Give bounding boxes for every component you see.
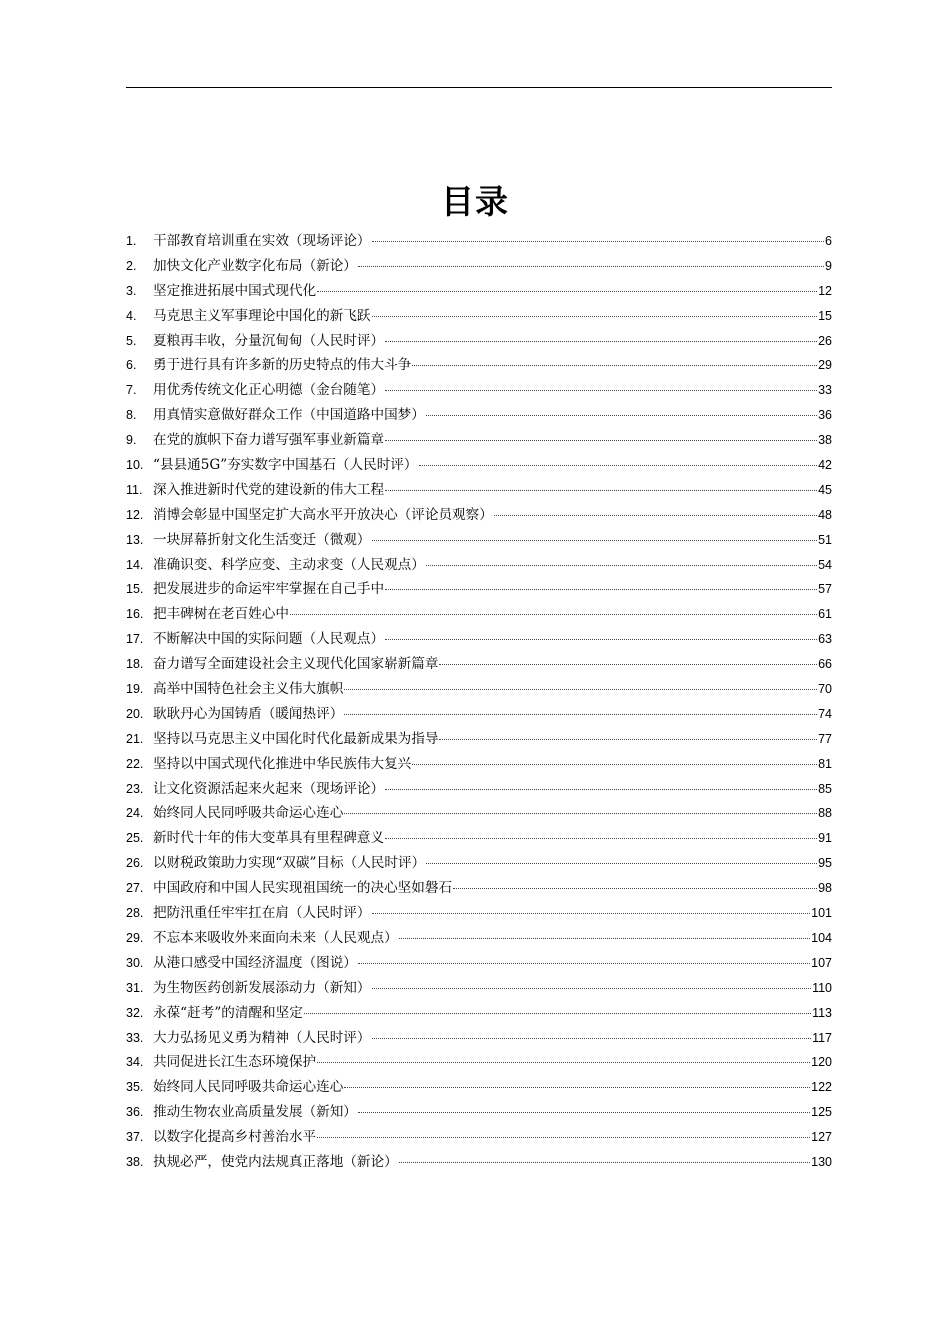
toc-entry[interactable] bbox=[126, 926, 832, 951]
toc-page-number[interactable]: 6 bbox=[825, 234, 832, 248]
toc-entry-title[interactable]: 耿耿丹心为国铸盾（暖闻热评） bbox=[153, 705, 344, 722]
toc-entry-number: 28. bbox=[126, 906, 144, 921]
toc-dot-leader bbox=[290, 614, 817, 615]
toc-entry[interactable] bbox=[126, 553, 832, 578]
toc-dot-leader bbox=[426, 863, 817, 864]
toc-entry[interactable] bbox=[126, 951, 832, 976]
toc-entry[interactable] bbox=[126, 901, 832, 926]
toc-dot-leader bbox=[344, 1087, 810, 1088]
toc-page-number[interactable]: 81 bbox=[818, 756, 832, 771]
toc-dot-leader bbox=[385, 390, 817, 391]
toc-entry[interactable] bbox=[126, 1001, 832, 1026]
toc-entry-title[interactable]: 从港口感受中国经济温度（图说） bbox=[153, 954, 357, 971]
toc-entry-title[interactable]: 奋力谱写全面建设社会主义现代化国家崭新篇章 bbox=[153, 656, 439, 673]
toc-entry-number: 13. bbox=[126, 532, 144, 547]
toc-entry-title[interactable]: 把丰碑树在老百姓心中 bbox=[153, 606, 289, 623]
toc-entry-number: 8. bbox=[126, 408, 137, 423]
toc-page-number[interactable]: 29 bbox=[818, 358, 832, 373]
toc-page-number[interactable]: 66 bbox=[818, 657, 832, 672]
toc-entry-number: 22. bbox=[126, 756, 144, 771]
toc-dot-leader bbox=[399, 938, 810, 939]
toc-page-number[interactable]: 122 bbox=[811, 1080, 832, 1095]
toc-entry-number: 24. bbox=[126, 806, 144, 821]
toc-dot-leader bbox=[385, 639, 817, 640]
toc-entry-title[interactable]: 勇于进行具有许多新的历史特点的伟大斗争 bbox=[153, 357, 412, 374]
toc-page-number[interactable]: 70 bbox=[818, 682, 832, 697]
toc-page-number[interactable]: 54 bbox=[818, 557, 832, 572]
toc-dot-leader bbox=[412, 365, 817, 366]
toc-page-number[interactable]: 51 bbox=[818, 532, 832, 547]
toc-page-number[interactable]: 107 bbox=[811, 955, 832, 970]
toc-dot-leader bbox=[317, 1062, 810, 1063]
toc-entry-number: 33. bbox=[126, 1030, 144, 1045]
toc-entry[interactable] bbox=[126, 428, 832, 453]
toc-entry-number: 23. bbox=[126, 781, 144, 796]
toc-entry-title[interactable]: 坚持以中国式现代化推进中华民族伟大复兴 bbox=[153, 755, 412, 772]
toc-dot-leader bbox=[385, 789, 817, 790]
toc-entry[interactable] bbox=[126, 801, 832, 826]
toc-dot-leader bbox=[372, 1038, 812, 1039]
toc-dot-leader bbox=[439, 664, 817, 665]
toc-entry[interactable] bbox=[126, 976, 832, 1001]
toc-page-number[interactable]: 104 bbox=[811, 930, 832, 945]
toc-page-number[interactable]: 98 bbox=[818, 881, 832, 896]
toc-entry-number: 37. bbox=[126, 1130, 144, 1145]
toc-entry-number: 26. bbox=[126, 856, 144, 871]
toc-entry-number: 17. bbox=[126, 632, 144, 647]
toc-entry-number: 16. bbox=[126, 607, 144, 622]
toc-page-number[interactable]: 88 bbox=[818, 806, 832, 821]
toc-entry-number: 6. bbox=[126, 358, 137, 373]
toc-page-number[interactable]: 36 bbox=[818, 408, 832, 423]
header-rule bbox=[126, 87, 832, 88]
toc-dot-leader bbox=[317, 1137, 810, 1138]
toc-dot-leader bbox=[439, 739, 817, 740]
toc-page-number[interactable]: 15 bbox=[818, 308, 832, 323]
toc-dot-leader bbox=[494, 515, 817, 516]
toc-entry[interactable] bbox=[126, 826, 832, 851]
toc-entry-number: 27. bbox=[126, 881, 144, 896]
toc-page-number[interactable]: 9 bbox=[825, 258, 832, 273]
toc-dot-leader bbox=[385, 341, 817, 342]
toc-dot-leader bbox=[372, 540, 818, 541]
toc-entry-title[interactable]: 把防汛重任牢牢扛在肩（人民时评） bbox=[153, 905, 371, 922]
toc-dot-leader bbox=[372, 241, 825, 242]
toc-entry-title[interactable]: 干部教育培训重在实效（现场评论） bbox=[153, 233, 371, 249]
toc-entry-title[interactable]: 马克思主义军事理论中国化的新飞跃 bbox=[153, 307, 371, 324]
toc-entry-title[interactable]: 不断解决中国的实际问题（人民观点） bbox=[153, 631, 385, 648]
toc-entry-number: 32. bbox=[126, 1005, 144, 1020]
toc-dot-leader bbox=[358, 963, 810, 964]
toc-page-number[interactable]: 85 bbox=[818, 781, 832, 796]
toc-entry-number: 7. bbox=[126, 383, 137, 398]
toc-dot-leader bbox=[317, 291, 817, 292]
toc-entry[interactable] bbox=[126, 1125, 832, 1150]
toc-page-number[interactable]: 63 bbox=[818, 632, 832, 647]
toc-entry-number: 2. bbox=[126, 258, 137, 273]
toc-page-number[interactable]: 42 bbox=[818, 458, 832, 473]
toc-dot-leader bbox=[372, 988, 812, 989]
toc-entry-number: 12. bbox=[126, 507, 144, 522]
toc-entry-title[interactable]: 以财税政策助力实现“双碳”目标（人民时评） bbox=[153, 855, 426, 872]
toc-page-number[interactable]: 74 bbox=[818, 706, 832, 721]
toc-entry-number: 34. bbox=[126, 1055, 144, 1070]
toc-entry-title[interactable]: 准确识变、科学应变、主动求变（人民观点） bbox=[153, 556, 425, 573]
toc-entry-number: 9. bbox=[126, 433, 137, 448]
toc-page-number[interactable]: 127 bbox=[811, 1130, 832, 1145]
toc-entry-title[interactable]: 高举中国特色社会主义伟大旗帜 bbox=[153, 681, 344, 698]
toc-entry-number: 38. bbox=[126, 1154, 144, 1169]
toc-page-number[interactable]: 26 bbox=[818, 333, 832, 348]
toc-dot-leader bbox=[344, 689, 817, 690]
toc-entry-number: 11. bbox=[126, 482, 143, 497]
toc-dot-leader bbox=[372, 316, 818, 317]
toc-entry-title[interactable]: 加快文化产业数字化布局（新论） bbox=[153, 257, 357, 274]
toc-entry-title[interactable]: 一块屏幕折射文化生活变迁（微观） bbox=[153, 531, 371, 548]
toc-page-number[interactable]: 91 bbox=[818, 831, 832, 846]
toc-entry[interactable] bbox=[126, 254, 832, 279]
toc-entry[interactable] bbox=[126, 627, 832, 652]
toc-entry[interactable] bbox=[126, 403, 832, 428]
toc-entry-number: 29. bbox=[126, 930, 144, 945]
toc-entry-title[interactable]: 始终同人民同呼吸共命运心连心 bbox=[153, 1079, 344, 1096]
toc-entry[interactable] bbox=[126, 652, 832, 677]
toc-entry-number: 31. bbox=[126, 980, 144, 995]
toc-dot-leader bbox=[358, 1112, 810, 1113]
toc-page-number[interactable]: 48 bbox=[818, 507, 832, 522]
toc-entry[interactable] bbox=[126, 1050, 832, 1075]
toc-entry-title[interactable]: 坚持以马克思主义中国化时代化最新成果为指导 bbox=[153, 730, 439, 747]
toc-entry-number: 25. bbox=[126, 831, 144, 846]
toc-entry[interactable] bbox=[126, 329, 832, 354]
toc-page-number[interactable]: 130 bbox=[811, 1154, 832, 1169]
toc-entry-title[interactable]: 推动生物农业高质量发展（新知） bbox=[153, 1104, 357, 1121]
toc-page-number[interactable]: 113 bbox=[812, 1005, 832, 1020]
toc-page-number[interactable]: 101 bbox=[811, 906, 832, 921]
toc-entry-number: 1. bbox=[126, 234, 137, 248]
toc-page-number[interactable]: 57 bbox=[818, 582, 832, 597]
toc-entry[interactable] bbox=[126, 378, 832, 403]
toc-entry[interactable] bbox=[126, 478, 832, 503]
toc-entry-title[interactable]: 坚定推进拓展中国式现代化 bbox=[153, 282, 317, 299]
toc-page-number[interactable]: 95 bbox=[818, 856, 832, 871]
toc-entry-title[interactable]: 执规必严，使党内法规真正落地（新论） bbox=[153, 1153, 398, 1170]
toc-page-number[interactable]: 38 bbox=[818, 433, 832, 448]
toc-entry-title[interactable]: “县县通5G”夯实数字中国基石（人民时评） bbox=[153, 457, 418, 474]
toc-entry-number: 4. bbox=[126, 308, 137, 323]
toc-entry[interactable] bbox=[126, 602, 832, 627]
toc-entry-number: 19. bbox=[126, 682, 144, 697]
toc-entry-title[interactable]: 夏粮再丰收，分量沉甸甸（人民时评） bbox=[153, 332, 385, 349]
toc-dot-leader bbox=[372, 913, 811, 914]
toc-entry[interactable] bbox=[126, 304, 832, 329]
toc-dot-leader bbox=[385, 440, 817, 441]
toc-entry-number: 3. bbox=[126, 283, 137, 298]
toc-entry-title[interactable]: 以数字化提高乡村善治水平 bbox=[153, 1129, 317, 1146]
toc-dot-leader bbox=[412, 764, 817, 765]
toc-entry-title[interactable]: 把发展进步的命运牢牢掌握在自己手中 bbox=[153, 581, 385, 598]
toc-entry-number: 30. bbox=[126, 955, 144, 970]
toc-dot-leader bbox=[426, 565, 817, 566]
toc-entry[interactable] bbox=[126, 677, 832, 702]
toc-entry[interactable] bbox=[126, 752, 832, 777]
toc-dot-leader bbox=[385, 589, 817, 590]
toc-entry-title[interactable]: 始终同人民同呼吸共命运心连心 bbox=[153, 805, 344, 822]
toc-list bbox=[126, 229, 832, 1175]
toc-entry[interactable] bbox=[126, 503, 832, 528]
toc-page-number[interactable]: 117 bbox=[812, 1030, 832, 1045]
toc-dot-leader bbox=[399, 1162, 810, 1163]
toc-entry[interactable] bbox=[126, 702, 832, 727]
toc-entry-title[interactable]: 深入推进新时代党的建设新的伟大工程 bbox=[153, 481, 385, 498]
toc-entry-number: 18. bbox=[126, 657, 144, 672]
toc-entry[interactable] bbox=[126, 851, 832, 876]
toc-dot-leader bbox=[426, 415, 817, 416]
toc-entry-title[interactable]: 消博会彰显中国坚定扩大高水平开放决心（评论员观察） bbox=[153, 506, 493, 523]
toc-entry-title[interactable]: 共同促进长江生态环境保护 bbox=[153, 1054, 317, 1071]
toc-entry-title[interactable]: 大力弘扬见义勇为精神（人民时评） bbox=[153, 1029, 371, 1046]
toc-entry-number: 10. bbox=[126, 458, 144, 473]
toc-page-number[interactable]: 120 bbox=[811, 1055, 832, 1070]
toc-page-number[interactable]: 45 bbox=[818, 482, 832, 497]
toc-entry[interactable] bbox=[126, 577, 832, 602]
toc-entry-number: 15. bbox=[126, 582, 144, 597]
toc-entry[interactable] bbox=[126, 453, 832, 478]
toc-entry-number: 21. bbox=[126, 731, 144, 746]
toc-entry[interactable] bbox=[126, 1100, 832, 1125]
toc-entry-number: 35. bbox=[126, 1080, 144, 1095]
toc-entry-title[interactable]: 为生物医药创新发展添动力（新知） bbox=[153, 979, 371, 996]
toc-page-number[interactable]: 61 bbox=[818, 607, 832, 622]
toc-dot-leader bbox=[419, 465, 818, 466]
toc-page-number[interactable]: 33 bbox=[818, 383, 832, 398]
toc-dot-leader bbox=[344, 813, 817, 814]
toc-entry-title[interactable]: 让文化资源活起来火起来（现场评论） bbox=[153, 780, 385, 797]
toc-page-number[interactable]: 125 bbox=[811, 1105, 832, 1120]
toc-page-number[interactable]: 77 bbox=[818, 731, 832, 746]
toc-dot-leader bbox=[385, 490, 817, 491]
toc-entry[interactable] bbox=[126, 727, 832, 752]
toc-entry-number: 36. bbox=[126, 1105, 144, 1120]
toc-entry-number: 5. bbox=[126, 333, 137, 348]
toc-entry-title[interactable]: 不忘本来吸收外来面向未来（人民观点） bbox=[153, 929, 398, 946]
toc-entry[interactable] bbox=[126, 279, 832, 304]
toc-entry[interactable] bbox=[126, 353, 832, 378]
toc-entry[interactable] bbox=[126, 777, 832, 802]
toc-entry-title[interactable]: 用真情实意做好群众工作（中国道路中国梦） bbox=[153, 407, 425, 424]
toc-entry[interactable] bbox=[126, 229, 832, 254]
toc-page-number[interactable]: 110 bbox=[812, 980, 832, 995]
toc-dot-leader bbox=[453, 888, 817, 889]
toc-entry[interactable] bbox=[126, 1026, 832, 1051]
toc-title: 目录 bbox=[441, 182, 509, 221]
toc-entry-title[interactable]: 新时代十年的伟大变革具有里程碑意义 bbox=[153, 830, 385, 847]
toc-dot-leader bbox=[344, 714, 817, 715]
toc-entry-title[interactable]: 在党的旗帜下奋力谱写强军事业新篇章 bbox=[153, 432, 385, 449]
toc-entry-title[interactable]: 中国政府和中国人民实现祖国统一的决心坚如磐石 bbox=[153, 880, 453, 897]
toc-entry-number: 14. bbox=[126, 557, 144, 572]
toc-dot-leader bbox=[358, 266, 824, 267]
toc-entry[interactable] bbox=[126, 876, 832, 901]
toc-dot-leader bbox=[385, 838, 817, 839]
toc-entry[interactable] bbox=[126, 1150, 832, 1175]
toc-dot-leader bbox=[304, 1013, 811, 1014]
toc-entry[interactable] bbox=[126, 528, 832, 553]
toc-page-number[interactable]: 12 bbox=[818, 283, 832, 298]
toc-entry-title[interactable]: 用优秀传统文化正心明德（金台随笔） bbox=[153, 382, 385, 399]
toc-entry-title[interactable]: 永葆“赶考”的清醒和坚定 bbox=[153, 1004, 303, 1021]
toc-entry[interactable] bbox=[126, 1075, 832, 1100]
toc-entry-number: 20. bbox=[126, 706, 144, 721]
